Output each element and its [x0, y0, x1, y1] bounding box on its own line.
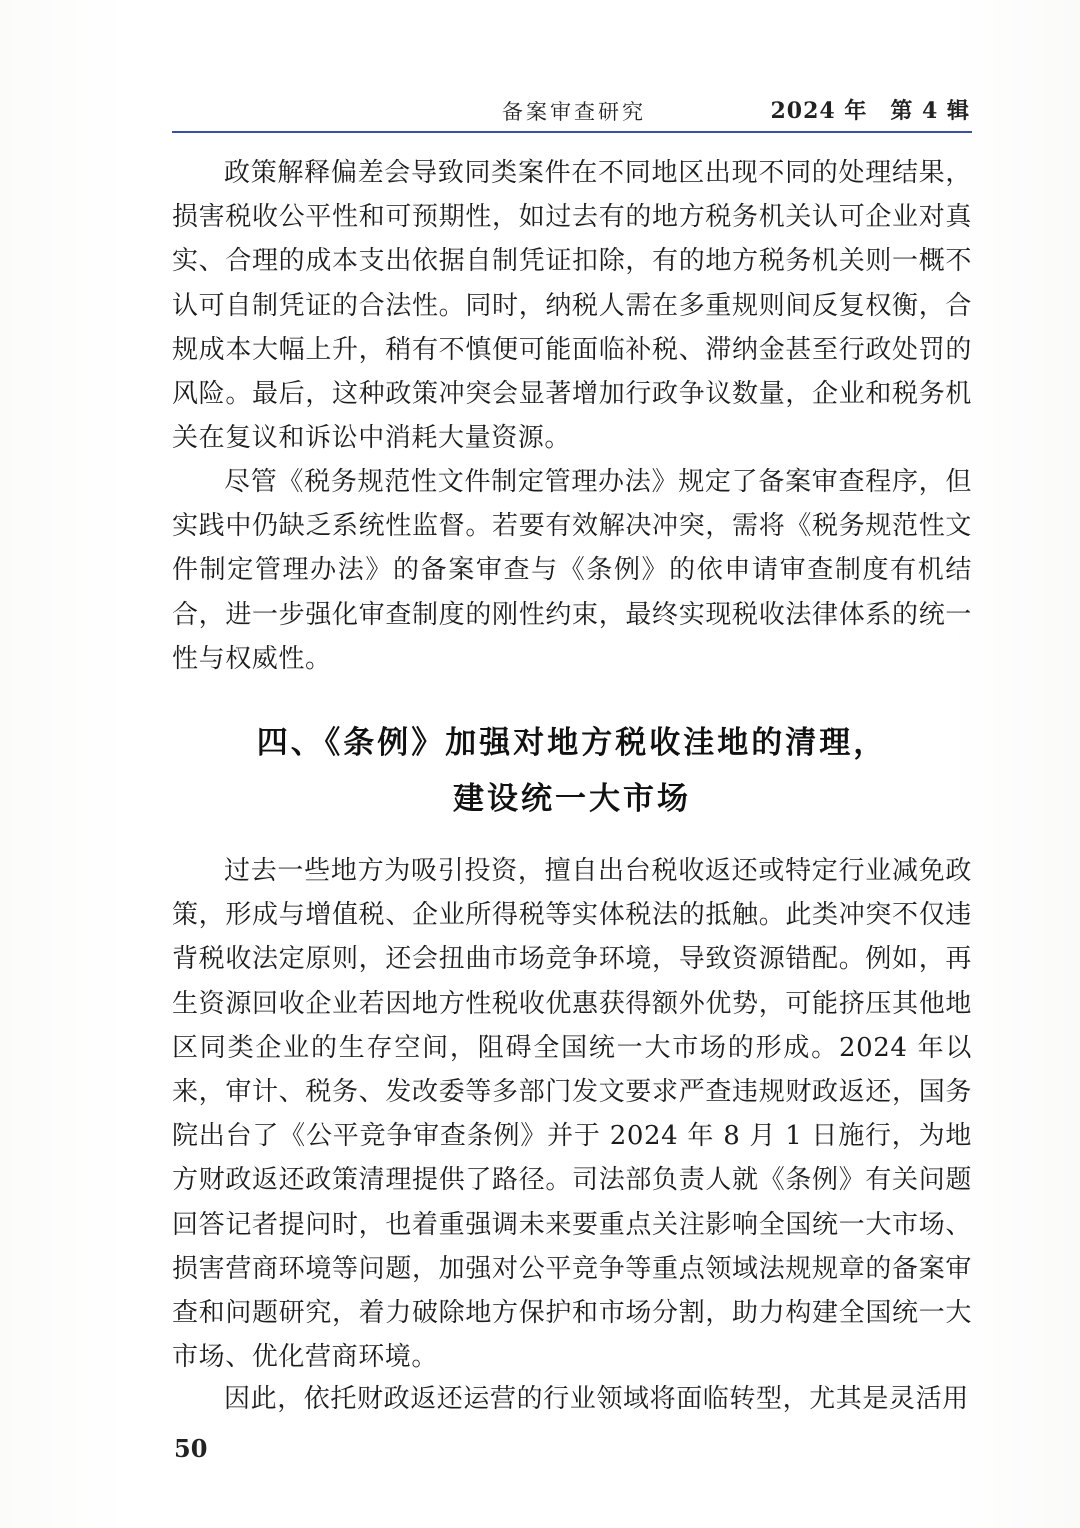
body-block-3 — [172, 849, 972, 1379]
body-block-2 — [172, 460, 972, 681]
section-heading-line-1: 四、《条例》加强对地方税收洼地的清理， — [256, 725, 888, 761]
issue-info: 2024 年 第 4 辑 — [770, 98, 970, 124]
section-heading-line-2: 建设统一大市场 — [453, 781, 691, 817]
body-block-1 — [172, 151, 972, 460]
journal-title: 备案审查研究 — [502, 100, 646, 124]
paragraph-1: 政策解释偏差会导致同类案件在不同地区出现不同的处理结果，损害税收公平性和可预期性，如过去有的地方税务机关认可企业对真实、合理的成本支出依据自制凭证扣除，有的地方税务机关则一概不认可自制凭证的合法性。同时，纳税人需在多重规则间反复权衡，合规成本大幅上升，稍有不慎便可能面临补税、滞纳金甚至行政处罚的风险。最后，这种政策冲突会显著增加行政争议数量，企业和税务机关在复议和诉讼中消耗大量资源。 — [172, 158, 972, 454]
body-block-4 — [172, 1377, 972, 1421]
running-header — [172, 92, 972, 132]
paragraph-3: 过去一些地方为吸引投资，擅自出台税收返还或特定行业减免政策，形成与增值税、企业所得税等实体税法的抵触。此类冲突不仅违背税收法定原则，还会扭曲市场竞争环境，导致资源错配。例如，再生资源回收企业若因地方性税收优惠获得额外优势，可能挤压其他地区同类企业的生存空间，阻碍全国统一大市场的形成。2024 年以来，审计、税务、发改委等多部门发文要求严查违规财政返还，国务院出台了《公平竞争审查条例》并于 2024 年 8 月 1 日施行，为地方财政返还政策清理提供了路径。司法部负责人就《条例》有关问题回答记者提问时，也着重强调未来要重点关注影响全国统一大市场、损害营商环境等问题，加强对公平竞争等重点领域法规规章的备案审查和问题研究，着力破除地方保护和市场分割，助力构建全国统一大市场、优化营商环境。 — [172, 856, 972, 1373]
header-divider — [172, 131, 972, 133]
section-heading — [172, 715, 972, 827]
page-number: 50 — [174, 1434, 208, 1463]
paragraph-2: 尽管《税务规范性文件制定管理办法》规定了备案审查程序，但实践中仍缺乏系统性监督。若要有效解决冲突，需将《税务规范性文件制定管理办法》的备案审查与《条例》的依申请审查制度有机结合，进一步强化审查制度的刚性约束，最终实现税收法律体系的统一性与权威性。 — [172, 467, 972, 674]
paragraph-4: 因此，依托财政返还运营的行业领域将面临转型，尤其是灵活用 — [224, 1384, 969, 1414]
